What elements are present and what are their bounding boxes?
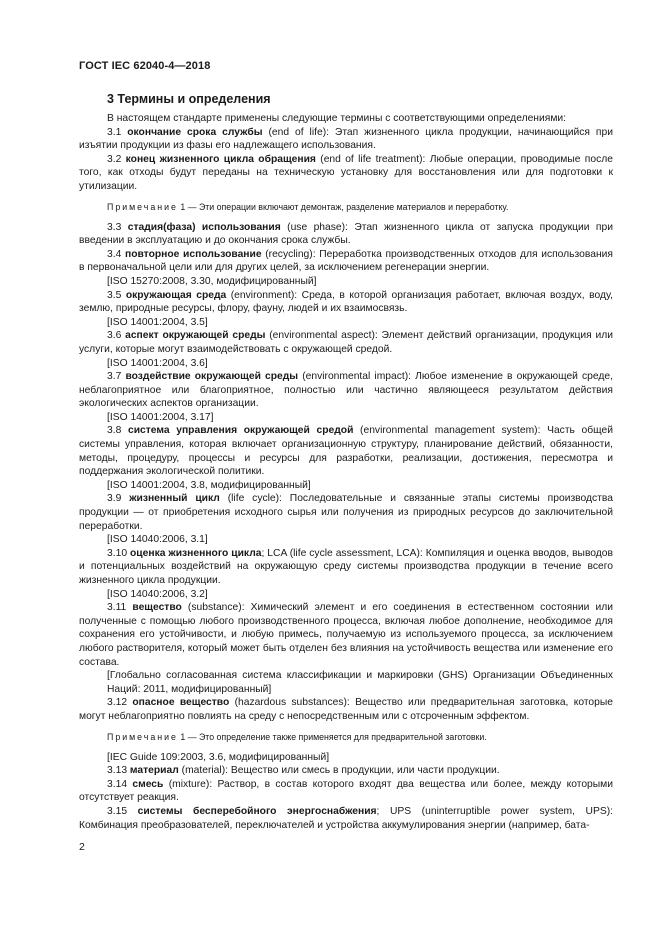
intro-paragraph: В настоящем стандарте применены следующие термины с соответствующими определениями:: [107, 113, 567, 124]
term-3-13: 3.13 материал (material): Вещество или смесь в продукции, или части продукции.: [107, 765, 500, 777]
term-3-10: 3.10 оценка жизненного цикла; LCA (life cycle assessment, LCA): Компиляция и оценка вводов, выводов и потенциальных воздействий на окружающую среду системы производства продукции в течение всего жизненного цикла продукции.: [79, 547, 613, 586]
section-title: 3 Термины и определения: [107, 92, 271, 106]
page-body: [79, 91, 613, 832]
term-3-4: 3.4 повторное использование (recycling): Переработка производственных отходов для использования в первоначальной цели или для других целей, за исключением регенерации энергии.: [79, 248, 613, 274]
document-header: ГОСТ IEC 62040-4—2018: [79, 60, 211, 72]
term-3-5: 3.5 окружающая среда (environment): Среда, в которой организация работает, включая воздух, воду, землю, природные ресурсы, флору, фауну, людей и их взаимосвязь.: [79, 289, 614, 315]
reference-3-12: [IEC Guide 109:2003, 3.6, модифицированный]: [107, 751, 330, 763]
term-3-1: 3.1 окончание срока службы (end of life): Этап жизненного цикла продукции, начинающийся при изъятии продукции из фазы его надлежащего использования.: [79, 126, 613, 152]
reference-3-7: [ISO 14001:2004, 3.17]: [107, 411, 214, 423]
term-3-2: 3.2 конец жизненного цикла обращения (end of life treatment): Любые операции, проводимые после того, как отходы будут переданы на техническую установку для восстановления или для подготовки к утилизации.: [79, 153, 613, 192]
reference-3-4: [ISO 15270:2008, 3.30, модифицированный]: [107, 275, 317, 287]
term-3-6: 3.6 аспект окружающей среды (environmental aspect): Элемент действий организации, продукция или услуги, которые могут взаимодействовать с окружающей средой.: [79, 330, 613, 355]
reference-3-8: [ISO 14001:2004, 3.8, модифицированный]: [107, 479, 311, 491]
reference-3-10: [ISO 14040:2006, 3.2]: [107, 588, 208, 600]
term-3-12: 3.12 опасное вещество (hazardous substances): Вещество или предварительная заготовка, которые могут неблагоприятно повлиять на среду с непосредственным или с отсроченным эффектом.: [79, 697, 614, 722]
note-3-2: Примечание 1 — Эти операции включают демонтаж, разделение материалов и переработку.: [107, 201, 509, 212]
reference-3-6: [ISO 14001:2004, 3.6]: [107, 357, 208, 369]
term-3-11: 3.11 вещество (substance): Химический элемент и его соединения в естественном состоянии или полученные с помощью любого производственного процесса, включая любое дополнение, необходимое для сохранения его устойчивости, и любую примесь, получаемую из используемого процесса, за исключением любого растворителя, который может быть отделен без влияния на устойчивость вещества или изменение его состава.: [79, 602, 614, 668]
term-3-14: 3.14 смесь (mixture): Раствор, в состав которого входят два вещества или более, между которыми отсутствует реакция.: [79, 778, 614, 804]
term-3-8: 3.8 система управления окружающей средой (environmental management system): Часть общей системы управления, которая включает организационную структуру, планирование действий, обязанности, методы, процедуру, процессы и ресурсы для разработки, реализации, достижения, пересмотра и поддержания экологической политики.: [79, 425, 613, 478]
term-3-9: 3.9 жизненный цикл (life cycle): Последовательные и связанные этапы системы производства продукции — от приобретения исходного сырья или получения из природных ресурсов до заключительной переработки.: [79, 493, 613, 532]
reference-3-9: [ISO 14040:2006, 3.1]: [107, 534, 208, 546]
note-3-12: Примечание 1 — Это определение также применяется для предварительной заготовки.: [107, 731, 487, 742]
page-number: 2: [79, 841, 85, 853]
term-3-7: 3.7 воздействие окружающей среды (environmental impact): Любое изменение в окружающей среде, неблагоприятное или благоприятное, полностью или частично являющееся результатом действия экологических аспектов организации.: [79, 371, 613, 410]
term-3-15: 3.15 системы бесперебойного энергоснабжения; UPS (uninterruptible power system, UPS): Комбинация преобразователей, переключателей и устройства аккумулирования энергии (например, бата-: [79, 805, 614, 831]
reference-3-11: [Глобально согласованная система классификации и маркировки (GHS) Организации Объединенных Наций: 2011, модифицированный]: [107, 670, 613, 695]
reference-3-5: [ISO 14001:2004, 3.5]: [107, 316, 208, 328]
term-3-3: 3.3 стадия(фаза) использования (use phase): Этап жизненного цикла от запуска продукции при введении в эксплуатацию и до окончания срока службы.: [79, 221, 613, 247]
